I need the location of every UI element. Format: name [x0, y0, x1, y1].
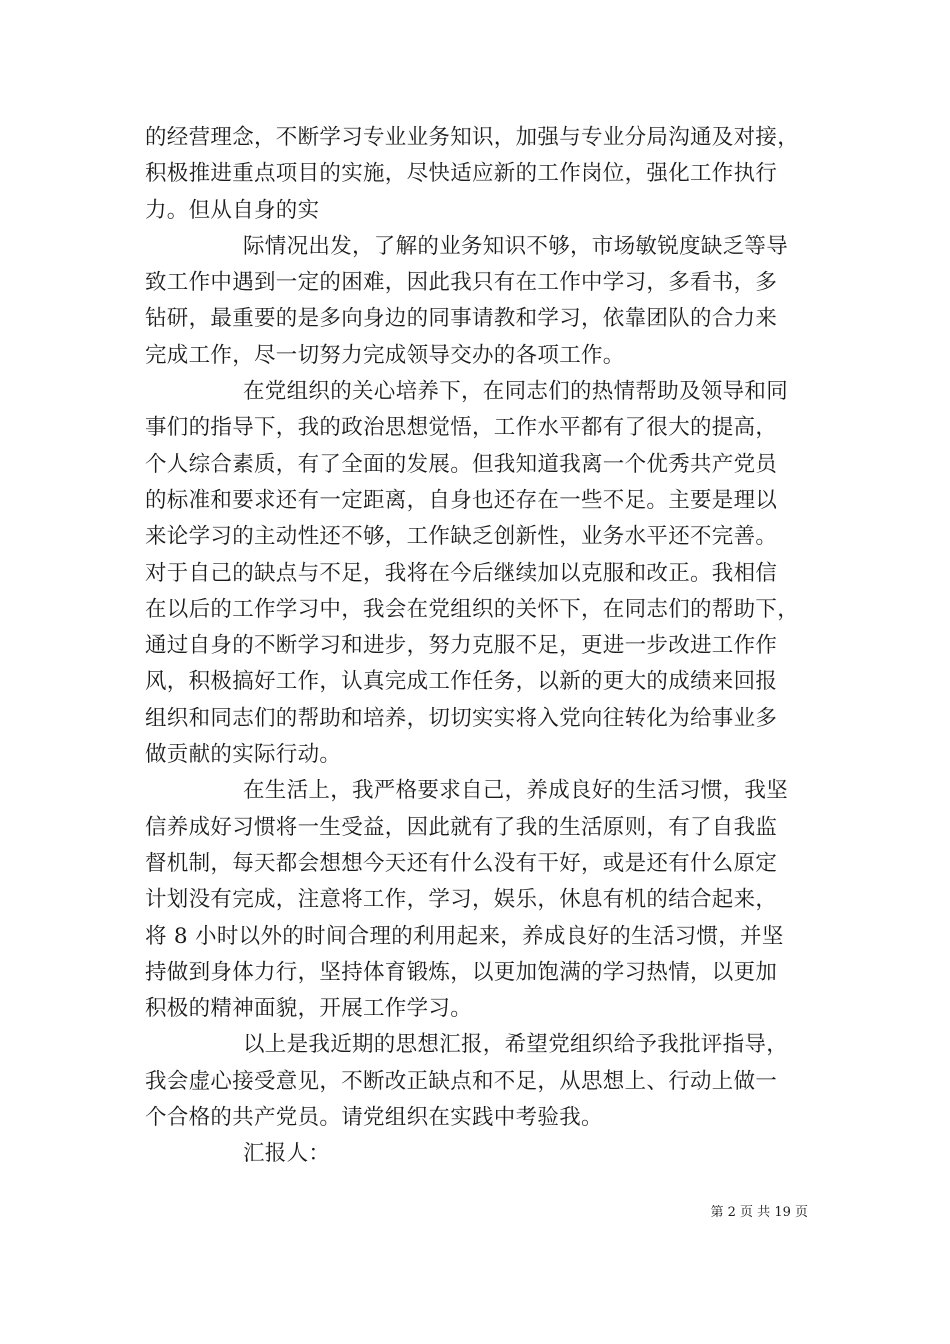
text-line: 督机制，每天都会想想今天还有什么没有干好，或是还有什么原定: [145, 850, 778, 876]
text-line: 钻研，最重要的是多向身边的同事请教和学习，依靠团队的合力来: [145, 306, 778, 332]
text-line: 完成工作，尽一切努力完成领导交办的各项工作。: [145, 342, 625, 368]
text-line: 计划没有完成，注意将工作，学习，娱乐，休息有机的结合起来，: [145, 887, 778, 913]
text-line: 事们的指导下，我的政治思想觉悟，工作水平都有了很大的提高，: [145, 415, 778, 441]
paragraph-start-line: 在生活上，我严格要求自己，养成良好的生活习惯，我坚: [243, 778, 789, 804]
paragraph-start-line: 在党组织的关心培养下，在同志们的热情帮助及领导和同: [243, 379, 789, 405]
text-line: 积极推进重点项目的实施，尽快适应新的工作岗位，强化工作执行: [145, 161, 778, 187]
text-line: 积极的精神面貌，开展工作学习。: [145, 996, 473, 1022]
text-line: 在以后的工作学习中，我会在党组织的关怀下，在同志们的帮助下，: [145, 596, 800, 622]
text-line: 的标准和要求还有一定距离，自身也还存在一些不足。主要是理以: [145, 487, 778, 513]
text-line: 持做到身体力行，坚持体育锻炼，以更加饱满的学习热情，以更加: [145, 959, 778, 985]
text-line: 个人综合素质，有了全面的发展。但我知道我离一个优秀共产党员: [145, 451, 778, 477]
text-line: 我会虚心接受意见，不断改正缺点和不足，从思想上、行动上做一: [145, 1068, 778, 1094]
text-line: 的经营理念，不断学习专业业务知识，加强与专业分局沟通及对接，: [145, 125, 800, 150]
text-line: 风，积极搞好工作，认真完成工作任务，以新的更大的成绩来回报: [145, 669, 778, 695]
text-line: 组织和同志们的帮助和培养，切切实实将入党向往转化为给事业多: [145, 705, 778, 731]
text-line: 信养成好习惯将一生受益，因此就有了我的生活原则，有了自我监: [145, 814, 778, 840]
paragraph-start-line: 际情况出发，了解的业务知识不够，市场敏锐度缺乏等导: [243, 233, 789, 259]
text-line: 来论学习的主动性还不够，工作缺乏创新性，业务水平还不完善。: [145, 524, 778, 550]
text-line: 致工作中遇到一定的困难，因此我只有在工作中学习，多看书，多: [145, 270, 778, 296]
text-line: 将 8 小时以外的时间合理的利用起来，养成良好的生活习惯，并坚: [145, 923, 784, 949]
text-line: 做贡献的实际行动。: [145, 742, 342, 768]
body-text: [145, 120, 825, 1173]
text-line: 个合格的共产党员。请党组织在实践中考验我。: [145, 1105, 603, 1131]
page-number-footer: 第 2 页 共 19 页: [710, 1205, 808, 1220]
text-line: 通过自身的不断学习和进步，努力克服不足，更进一步改进工作作: [145, 633, 778, 659]
text-line: 力。但从自身的实: [145, 197, 320, 223]
paragraph-start-line: 以上是我近期的思想汇报，希望党组织给予我批评指导，: [243, 1032, 789, 1058]
text-line: 对于自己的缺点与不足，我将在今后继续加以克服和改正。我相信: [145, 560, 778, 586]
signature-line: 汇报人：: [243, 1141, 331, 1167]
